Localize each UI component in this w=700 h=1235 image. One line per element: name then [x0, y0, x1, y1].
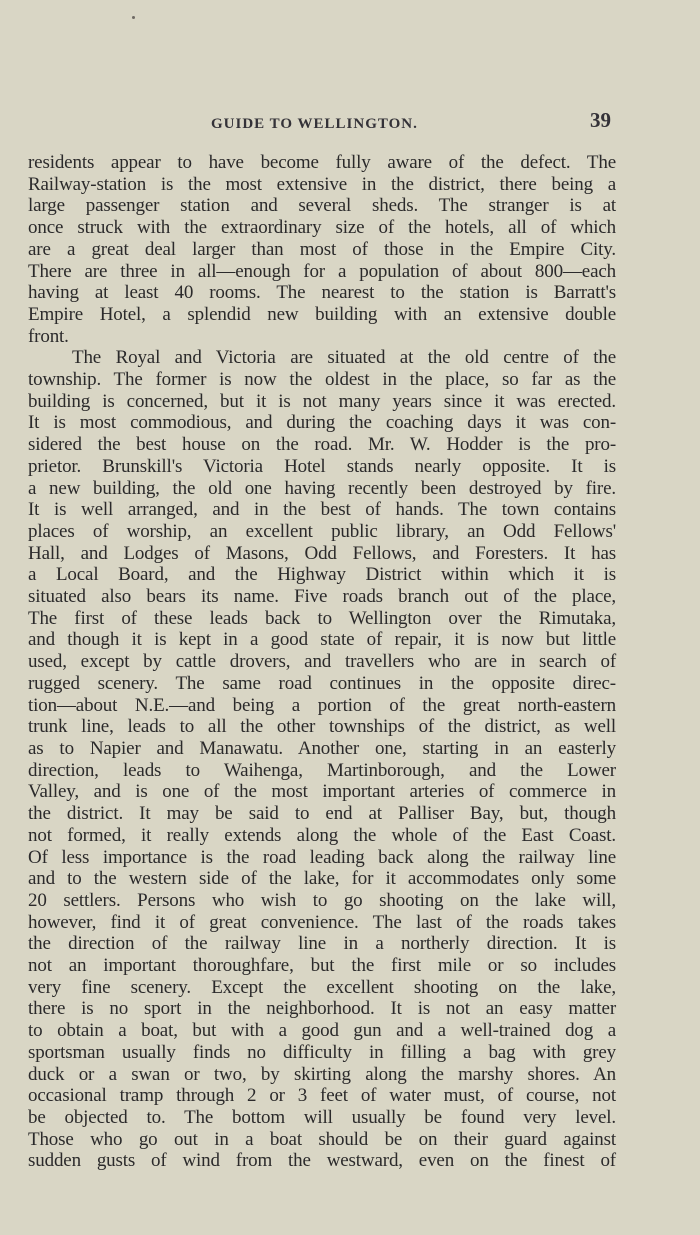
text-line: Hall, and Lodges of Masons, Odd Fellows, and Foresters. It has	[28, 542, 616, 564]
text-line: to obtain a boat, but with a good gun and a well-trained dog a	[28, 1020, 616, 1042]
text-line: Valley, and is one of the most important arteries of commerce in	[28, 781, 616, 803]
text-line: having at least 40 rooms. The nearest to the station is Barratt's	[28, 282, 616, 304]
running-head: GUIDE TO WELLINGTON.	[211, 116, 418, 132]
text-line: trunk line, leads to all the other townships of the district, as well	[28, 716, 616, 738]
text-line: occasional tramp through 2 or 3 feet of water must, of course, not	[28, 1085, 616, 1107]
text-line: be objected to. The bottom will usually be found very level.	[28, 1106, 616, 1128]
ink-speck	[132, 16, 135, 19]
text-line: tion—about N.E.—and being a portion of the great north-eastern	[28, 694, 616, 716]
text-line: are a great deal larger than most of those in the Empire City.	[28, 238, 616, 260]
text-line: sudden gusts of wind from the westward, even on the finest of	[28, 1150, 616, 1172]
text-line: and to the western side of the lake, for it accommodates only some	[28, 868, 616, 890]
text-line: Empire Hotel, a splendid new building with an extensive double	[28, 303, 616, 325]
text-line: a Local Board, and the Highway District within which it is	[28, 564, 616, 586]
text-line: places of worship, an excellent public library, an Odd Fellows'	[28, 520, 616, 542]
text-line: a new building, the old one having recently been destroyed by fire.	[28, 477, 616, 499]
text-line: there is no sport in the neighborhood. It is not an easy matter	[28, 998, 616, 1020]
text-line: Of less importance is the road leading back along the railway line	[28, 846, 616, 868]
text-line: direction, leads to Waihenga, Martinborough, and the Lower	[28, 759, 616, 781]
body-text	[28, 152, 616, 1172]
text-line: The Royal and Victoria are situated at the old centre of the	[72, 347, 616, 369]
text-line: 20 settlers. Persons who wish to go shooting on the lake will,	[28, 889, 616, 911]
text-line: The first of these leads back to Wellington over the Rimutaka,	[28, 607, 616, 629]
text-line: There are three in all—enough for a population of about 800—each	[28, 260, 616, 282]
text-line: large passenger station and several sheds. The stranger is at	[28, 195, 616, 217]
text-line: Railway-station is the most extensive in the district, there being a	[28, 173, 616, 195]
text-line: not formed, it really extends along the whole of the East Coast.	[28, 824, 616, 846]
text-line: the direction of the railway line in a northerly direction. It is	[28, 933, 616, 955]
text-line: the district. It may be said to end at Palliser Bay, but, though	[28, 803, 616, 825]
text-line: as to Napier and Manawatu. Another one, starting in an easterly	[28, 737, 616, 759]
text-line: It is well arranged, and in the best of hands. The town contains	[28, 499, 616, 521]
text-line: rugged scenery. The same road continues in the opposite direc-	[28, 672, 616, 694]
text-line: sidered the best house on the road. Mr. W. Hodder is the pro-	[28, 434, 616, 456]
text-line: sportsman usually finds no difficulty in filling a bag with grey	[28, 1041, 616, 1063]
text-line: not an important thoroughfare, but the first mile or so includes	[28, 955, 616, 977]
text-line: It is most commodious, and during the coaching days it was con-	[28, 412, 616, 434]
text-line: Those who go out in a boat should be on their guard against	[28, 1128, 616, 1150]
paragraph	[28, 152, 616, 347]
text-line: duck or a swan or two, by skirting along the marshy shores. An	[28, 1063, 616, 1085]
text-line: once struck with the extraordinary size of the hotels, all of which	[28, 217, 616, 239]
text-line: very fine scenery. Except the excellent shooting on the lake,	[28, 976, 616, 998]
text-line: and though it is kept in a good state of repair, it is now but little	[28, 629, 616, 651]
text-line: however, find it of great convenience. The last of the roads takes	[28, 911, 616, 933]
text-line: building is concerned, but it is not many years since it was erected.	[28, 390, 616, 412]
page-number: 39	[590, 108, 611, 132]
paragraph	[28, 347, 616, 1172]
text-line: situated also bears its name. Five roads branch out of the place,	[28, 586, 616, 608]
text-line: township. The former is now the oldest in the place, so far as the	[28, 369, 616, 391]
text-line: residents appear to have become fully aware of the defect. The	[28, 152, 616, 173]
text-line: used, except by cattle drovers, and travellers who are in search of	[28, 651, 616, 673]
text-line: prietor. Brunskill's Victoria Hotel stands nearly opposite. It is	[28, 455, 616, 477]
text-line: front.	[28, 325, 69, 347]
page-header	[0, 108, 700, 138]
